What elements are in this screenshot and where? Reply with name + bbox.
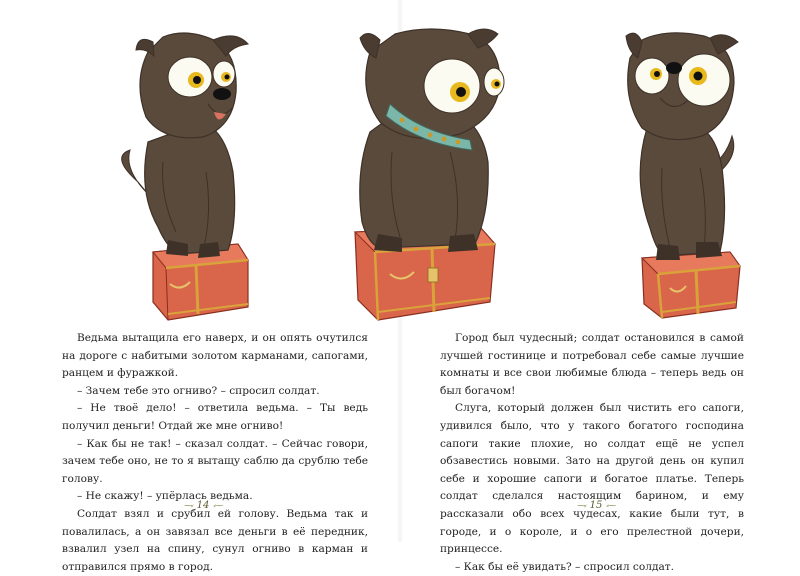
paragraph: Ведьма вытащила его наверх, и он опять очутился на дороге с набитыми золотом карманами, сапогами, ранцем и фуражкой. <box>62 332 368 380</box>
folio-ornament-icon: ⸗⁓ <box>213 501 223 510</box>
paragraph: Солдат взял и срубил ей голову. Ведьма так и повалилась, а он завязал все деньги в её передник, взвалил узел на спину, сунул огниво в карман и отправился прямо в город. <box>62 507 368 573</box>
dog-head-1 <box>136 33 248 138</box>
dog-body-3 <box>640 124 724 260</box>
paragraph: – Не твоё дело! – ответила ведьма. – Ты ведь получил деньги! Отдай же мне огниво! <box>62 402 368 432</box>
page-number-left <box>184 500 222 511</box>
treasure-chest-3 <box>642 252 740 318</box>
page-number: 14 <box>196 500 210 511</box>
paragraph: Слуга, который должен был чистить его сапоги, удивился было, что у такого богатого господина сапоги такие плохие, но солдат ещё не успел обзавестись новыми. Зато на другой день он купил себе и хорошие сапоги и богатое платье. Теперь солдат сделался настоящим барином, и ему рассказали обо всех чудесах, какие были тут, в городе, и о короле, и о его прелестной дочери, принцессе. <box>440 402 744 556</box>
dog-huge-eyes-illustration <box>622 28 742 318</box>
folio-ornament-icon: ⸗⁓ <box>606 501 616 510</box>
paragraph: – Как бы её увидать? – спросил солдат. <box>455 560 675 573</box>
dog-head-3 <box>626 33 738 140</box>
folio-ornament-icon: ⁓⸗ <box>184 501 193 510</box>
left-page-text <box>62 330 368 576</box>
paragraph: – Зачем тебе это огниво? – спросил солдат. <box>77 384 320 397</box>
page-number-right <box>577 500 615 511</box>
paragraph: Город был чудесный; солдат остановился в самой лучшей гостинице и потребовал себе самые лучшие комнаты и все свои любимые блюда – теперь ведь он был богачом! <box>440 332 744 397</box>
dog-head-2 <box>360 29 504 138</box>
left-page <box>0 0 400 573</box>
paragraph: – Не скажу! – упёрлась ведьма. <box>77 490 253 503</box>
paragraph: – Как бы не так! – сказал солдат. – Сейчас говори, зачем тебе оно, не то я вытащу саблю да срублю тебе голову. <box>62 437 368 485</box>
right-page <box>400 0 800 573</box>
right-page-text <box>440 330 744 576</box>
page-number: 15 <box>589 500 603 511</box>
dog-body-1 <box>145 122 235 258</box>
dog-large-eyes-collar-illustration <box>350 22 520 322</box>
dog-small-eyes-illustration <box>108 22 258 320</box>
folio-ornament-icon: ⁓⸗ <box>577 501 586 510</box>
